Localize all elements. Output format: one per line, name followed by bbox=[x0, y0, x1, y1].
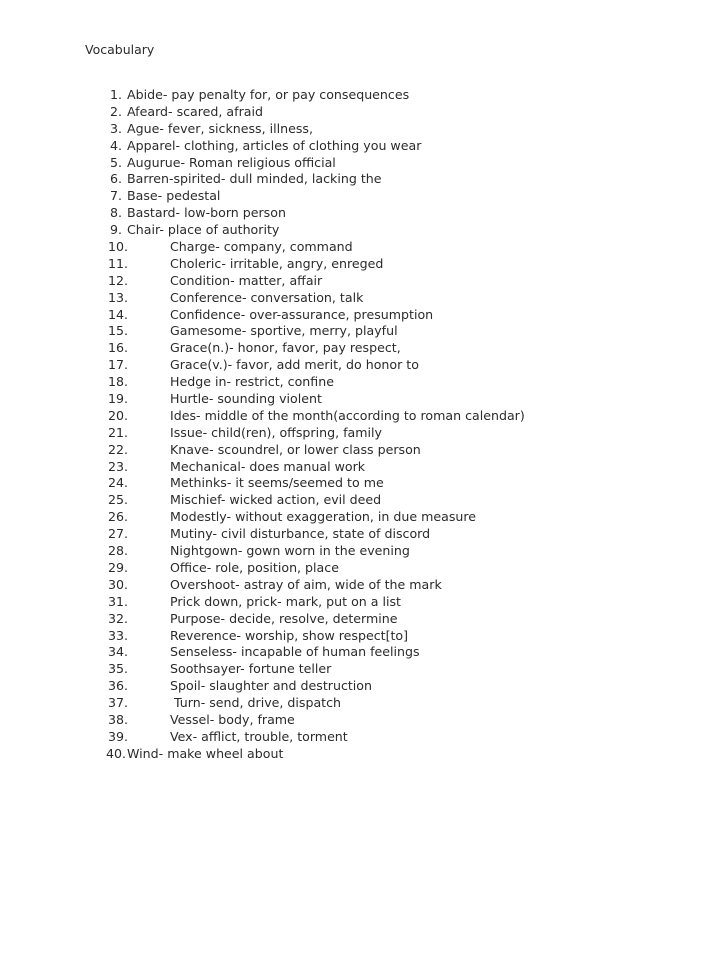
item-definition: Senseless- incapable of human feelings bbox=[170, 644, 420, 660]
item-number: 38. bbox=[107, 711, 128, 727]
item-definition: Mechanical- does manual work bbox=[170, 458, 366, 474]
item-number: 7. bbox=[109, 188, 122, 204]
item-number: 5. bbox=[109, 154, 122, 170]
item-definition: Spoil- slaughter and destruction bbox=[170, 678, 372, 694]
item-number: 22. bbox=[107, 441, 128, 457]
item-definition: Vessel- body, frame bbox=[170, 711, 295, 727]
item-number: 6. bbox=[109, 171, 122, 187]
item-number: 25. bbox=[107, 492, 128, 508]
item-number: 11. bbox=[107, 255, 128, 271]
item-definition: Condition- matter, affair bbox=[170, 272, 323, 288]
item-definition: Afeard- scared, afraid bbox=[127, 103, 263, 119]
item-definition: Abide- pay penalty for, or pay consequences bbox=[127, 87, 410, 102]
item-number: 1. bbox=[109, 87, 122, 102]
item-definition: Grace(v.)- favor, add merit, do honor to bbox=[170, 357, 419, 373]
item-definition: Apparel- clothing, articles of clothing you wear bbox=[127, 137, 422, 153]
item-number: 15. bbox=[107, 323, 128, 339]
item-definition: Prick down, prick- mark, put on a list bbox=[170, 593, 401, 609]
item-number: 23. bbox=[107, 458, 128, 474]
item-definition: Bastard- low-born person bbox=[127, 205, 286, 221]
item-definition: Grace(n.)- honor, favor, pay respect, bbox=[170, 340, 401, 356]
item-number: 34. bbox=[107, 644, 128, 660]
item-definition: Issue- child(ren), offspring, family bbox=[170, 424, 382, 440]
item-number: 39. bbox=[107, 728, 128, 744]
item-number: 2. bbox=[109, 103, 122, 119]
item-number: 28. bbox=[107, 543, 128, 559]
item-number: 27. bbox=[107, 526, 128, 542]
item-number: 21. bbox=[107, 424, 128, 440]
item-number: 8. bbox=[109, 205, 122, 221]
item-definition: Mutiny- civil disturbance, state of discord bbox=[170, 526, 431, 542]
item-number: 16. bbox=[107, 340, 128, 356]
item-definition: Office- role, position, place bbox=[170, 559, 339, 575]
item-number: 26. bbox=[107, 509, 128, 525]
item-number: 29. bbox=[107, 559, 128, 575]
item-definition: Base- pedestal bbox=[127, 188, 221, 204]
item-definition: Turn- send, drive, dispatch bbox=[170, 695, 342, 711]
item-definition: Charge- company, command bbox=[170, 239, 353, 255]
item-definition: Confidence- over-assurance, presumption bbox=[170, 306, 434, 322]
item-number: 12. bbox=[107, 272, 128, 288]
item-number: 10. bbox=[107, 239, 128, 255]
item-definition: Methinks- it seems/seemed to me bbox=[170, 475, 384, 491]
item-definition: Conference- conversation, talk bbox=[170, 289, 364, 305]
item-number: 37. bbox=[107, 695, 128, 711]
item-number: 3. bbox=[109, 120, 122, 136]
item-definition: Nightgown- gown worn in the evening bbox=[170, 543, 410, 559]
item-number: 32. bbox=[107, 610, 128, 626]
item-definition: Overshoot- astray of aim, wide of the mark bbox=[170, 576, 442, 592]
item-number: 31. bbox=[107, 593, 128, 609]
item-definition: Wind- make wheel about bbox=[127, 745, 284, 761]
item-number: 9. bbox=[109, 222, 122, 238]
item-number: 14. bbox=[107, 306, 128, 322]
item-definition: Chair- place of authority bbox=[127, 222, 280, 238]
document-title: Vocabulary bbox=[85, 42, 155, 57]
item-number: 18. bbox=[107, 374, 128, 390]
item-number: 35. bbox=[107, 661, 128, 677]
item-definition: Ague- fever, sickness, illness, bbox=[127, 120, 313, 136]
item-definition: Ides- middle of the month(according to roman calendar) bbox=[170, 407, 525, 423]
item-definition: Knave- scoundrel, or lower class person bbox=[170, 441, 421, 457]
item-definition: Barren-spirited- dull minded, lacking the bbox=[127, 171, 382, 187]
item-definition: Hurtle- sounding violent bbox=[170, 391, 322, 407]
item-definition: Hedge in- restrict, confine bbox=[170, 374, 334, 390]
item-definition: Vex- afflict, trouble, torment bbox=[170, 728, 348, 744]
item-number: 17. bbox=[107, 357, 128, 373]
item-definition: Augurue- Roman religious official bbox=[127, 154, 336, 170]
item-definition: Soothsayer- fortune teller bbox=[170, 661, 332, 677]
item-definition: Modestly- without exaggeration, in due measure bbox=[170, 509, 477, 525]
item-number: 30. bbox=[107, 576, 128, 592]
item-definition: Gamesome- sportive, merry, playful bbox=[170, 323, 398, 339]
item-number: 19. bbox=[107, 391, 128, 407]
item-definition: Choleric- irritable, angry, enreged bbox=[170, 255, 384, 271]
item-number: 20. bbox=[107, 407, 128, 423]
item-number: 24. bbox=[107, 475, 128, 491]
item-number: 4. bbox=[109, 137, 122, 153]
item-number: 40. bbox=[105, 745, 126, 761]
item-definition: Mischief- wicked action, evil deed bbox=[170, 492, 382, 508]
item-definition: Reverence- worship, show respect[to] bbox=[170, 627, 409, 643]
item-number: 33. bbox=[107, 627, 128, 643]
item-number: 13. bbox=[107, 289, 128, 305]
item-number: 36. bbox=[107, 678, 128, 694]
item-definition: Purpose- decide, resolve, determine bbox=[170, 610, 398, 626]
